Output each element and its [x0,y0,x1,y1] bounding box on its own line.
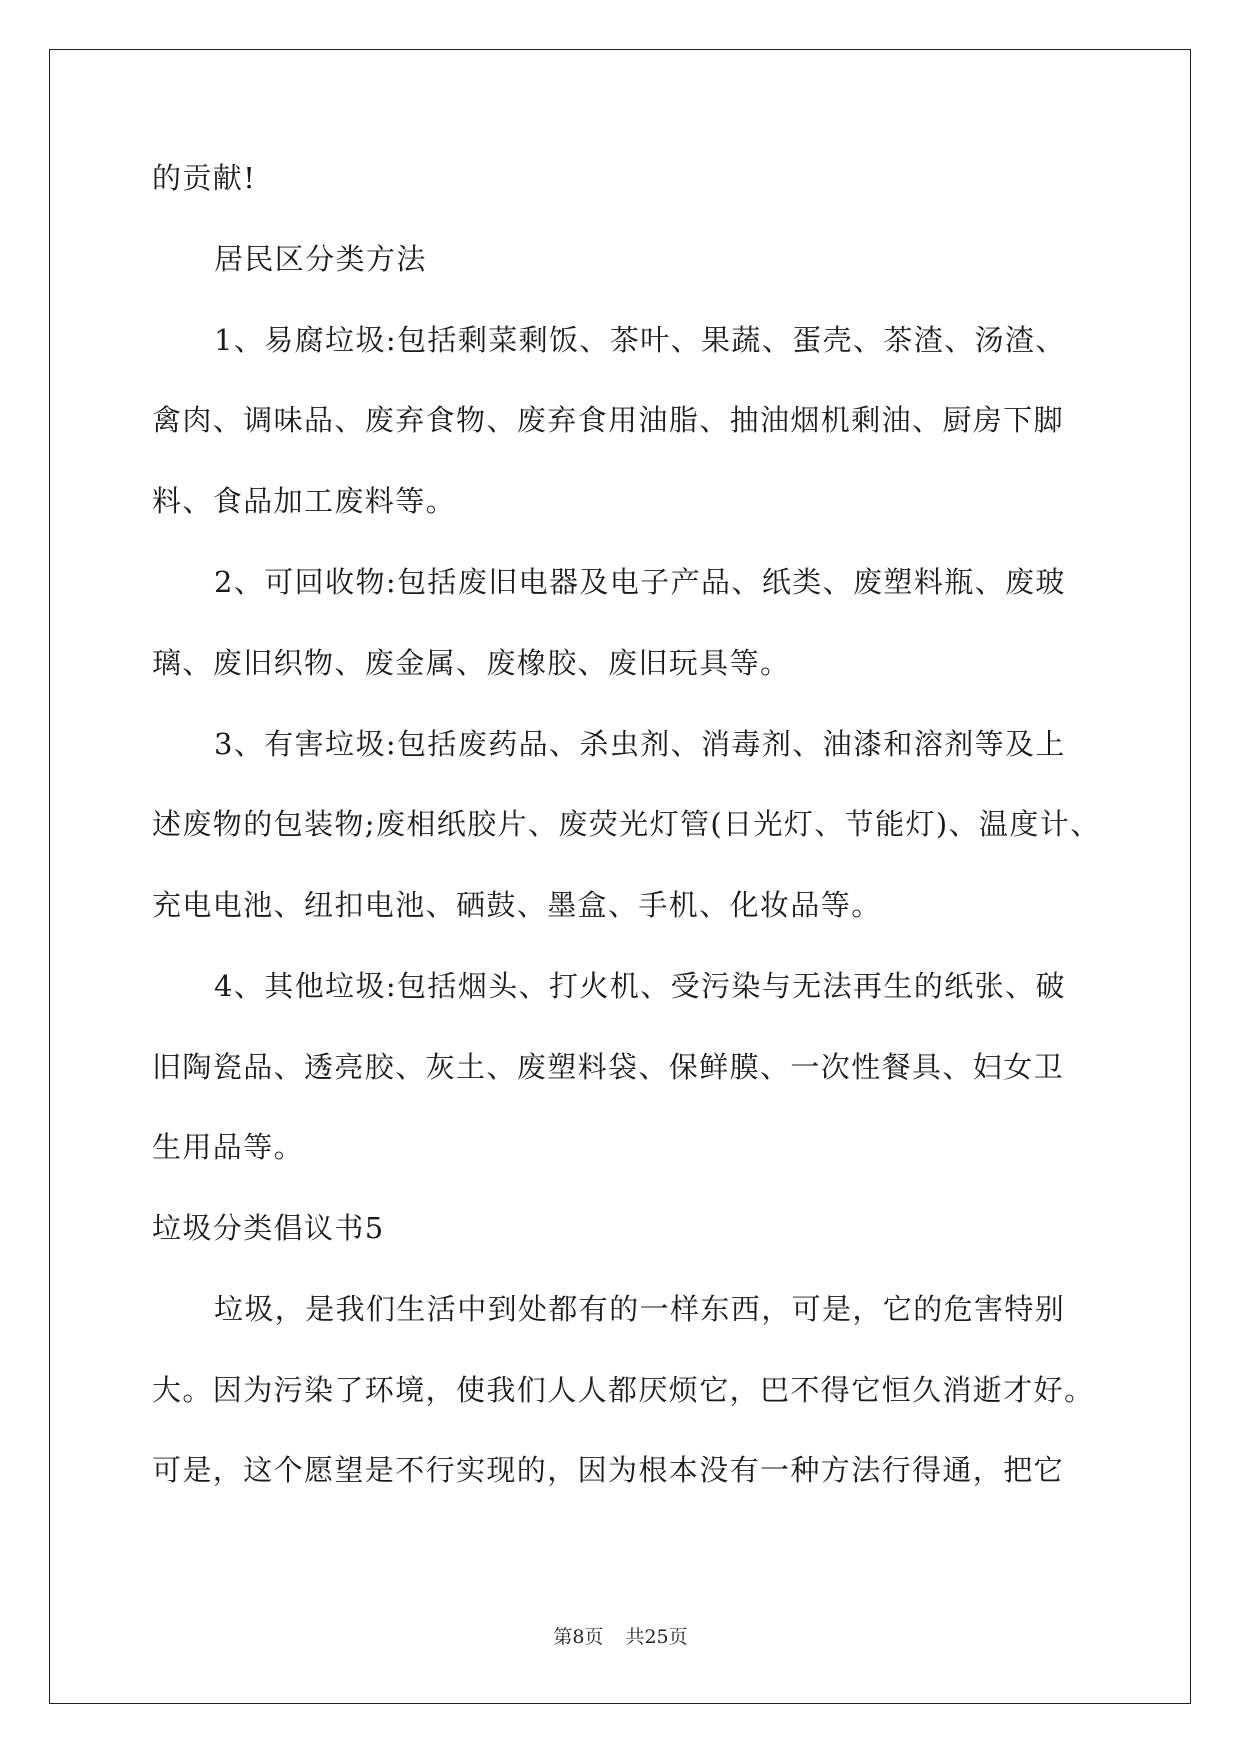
text-line: 旧陶瓷品、透亮胶、灰土、废塑料袋、保鲜膜、一次性餐具、妇女卫 [152,1050,1065,1084]
paragraph-first-line: 垃圾，是我们生活中到处都有的一样东西，可是，它的危害特别 [214,1292,1066,1326]
list-item-hazardous-waste: 3、有害垃圾:包括废药品、杀虫剂、消毒剂、油漆和溶剂等及上 [214,727,1066,761]
list-item-other-waste: 4、其他垃圾:包括烟头、打火机、受污染与无法再生的纸张、破 [214,969,1066,1003]
page-footer [0,1622,1241,1649]
page-number-total: 共25页 [625,1626,688,1648]
page-number-current: 第8页 [553,1626,604,1648]
text-line: 大。因为污染了环境，使我们人人都厌烦它，巴不得它恒久消逝才好。 [152,1373,1095,1407]
text-line: 料、食品加工废料等。 [152,484,457,518]
list-item-perishable-waste: 1、易腐垃圾:包括剩菜剩饭、茶叶、果蔬、蛋壳、茶渣、汤渣、 [214,323,1066,357]
section-title-proposal-5: 垃圾分类倡议书5 [152,1211,385,1245]
text-line: 璃、废旧织物、废金属、废橡胶、废旧玩具等。 [152,646,791,680]
text-line: 充电电池、纽扣电池、硒鼓、墨盒、手机、化妆品等。 [152,888,882,922]
text-line: 禽肉、调味品、废弃食物、废弃食用油脂、抽油烟机剩油、厨房下脚 [152,403,1065,437]
section-heading-residential-sorting: 居民区分类方法 [214,242,427,276]
text-line: 可是，这个愿望是不行实现的，因为根本没有一种方法行得通，把它 [152,1453,1065,1487]
text-line-continuation: 的贡献! [152,161,257,195]
text-line: 生用品等。 [152,1130,305,1164]
list-item-recyclables: 2、可回收物:包括废旧电器及电子产品、纸类、废塑料瓶、废玻 [214,565,1066,599]
text-line: 述废物的包装物;废相纸胶片、废荧光灯管(日光灯、节能灯)、温度计、 [152,807,1101,841]
